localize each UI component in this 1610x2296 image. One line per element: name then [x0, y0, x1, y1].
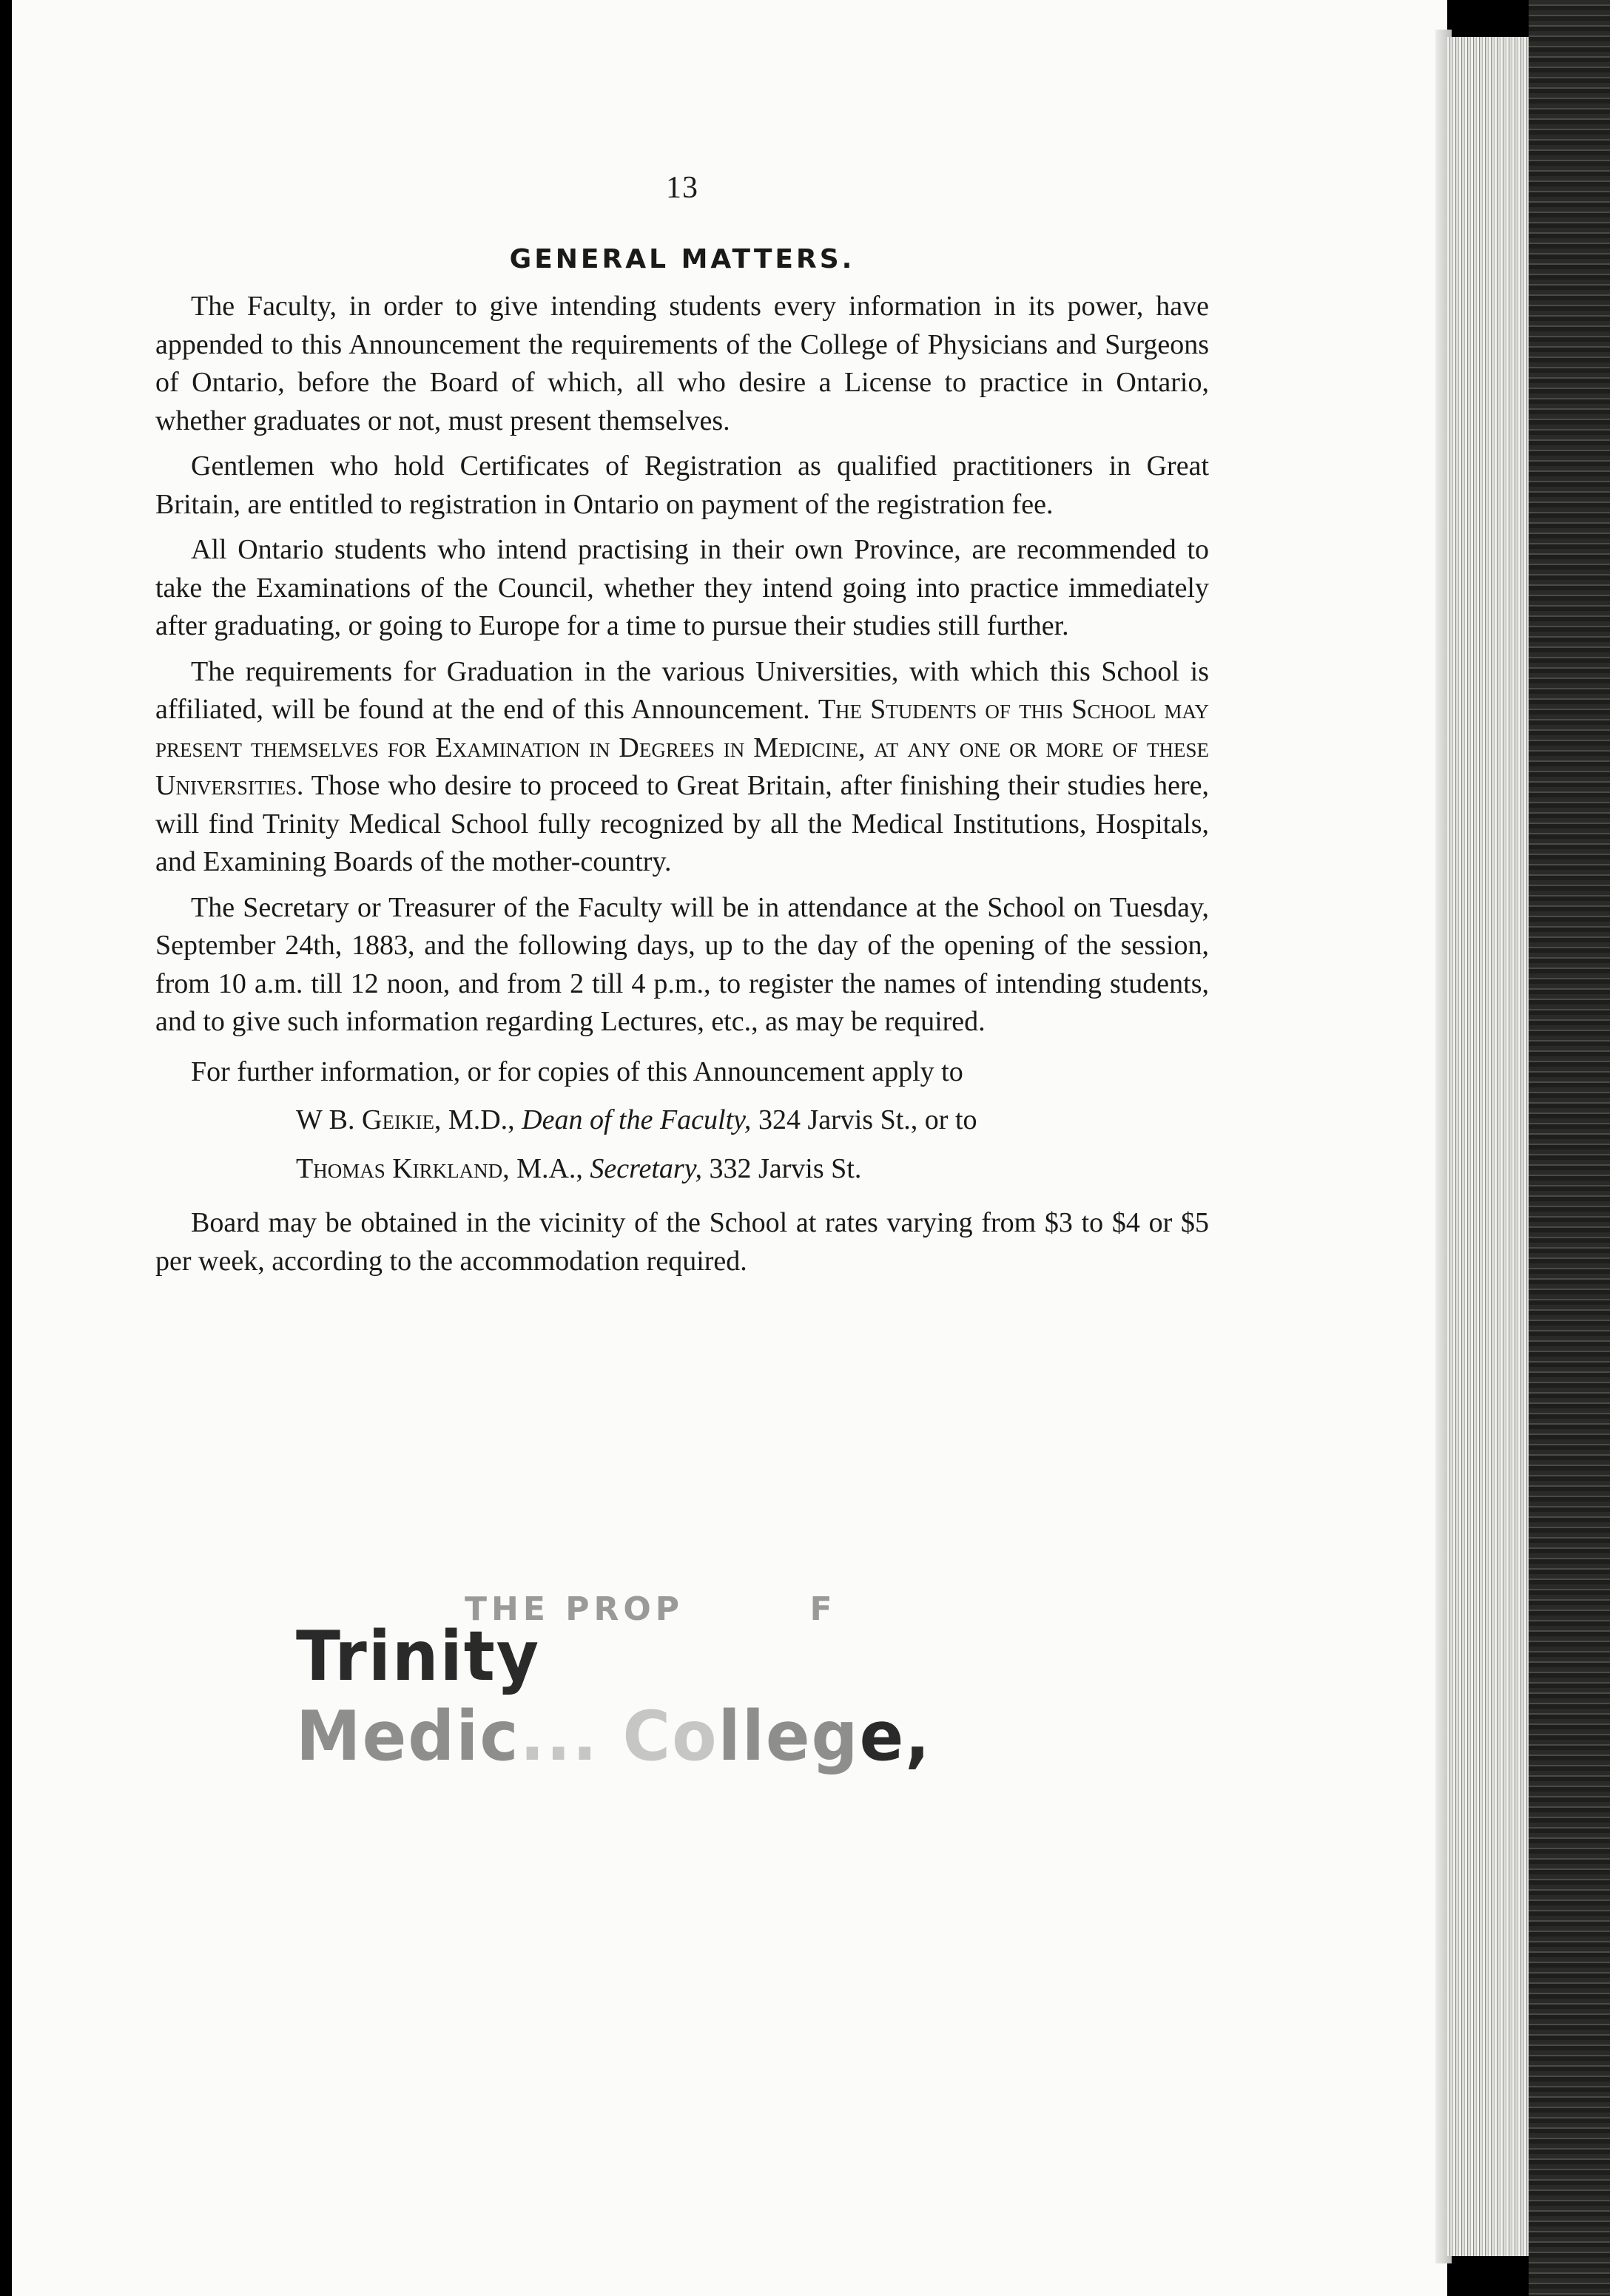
- paragraph-board: Board may be obtained in the vicinity of the School at rates varying from $3 to $4 or $5 per week, according to the accommodation required.: [155, 1207, 1209, 1277]
- paragraph-ontario-students: All Ontario students who intend practising in their own Province, are recommended to take the Examinations of the Council, whether they intend going into practice immediately after graduating, or going to Europe for a time to pursue their studies still further.: [155, 534, 1209, 641]
- contact-dean: [155, 1101, 1209, 1140]
- graduation-text-b: Those who desire to proceed to Great Britain, after finishing their studies here, will find Trinity Medical School fully recognized by all the Medical Institutions, Hospitals, and Examining Boards of the mother-country.: [155, 770, 1209, 877]
- section-heading: GENERAL MATTERS.: [509, 244, 855, 274]
- secretary-name: Thomas Kirkland, M.A.,: [296, 1152, 583, 1184]
- paragraph-faculty-info: The Faculty, in order to give intending students every information in its power, have appended to this Announcement the requirements of the College of Physicians and Surgeons of Ontario, before the Board of which, all who desire a License to practice in Ontario, whether graduates or not, must present themselves.: [155, 291, 1209, 436]
- paragraph-registration: Gentlemen who hold Certificates of Registration as qualified practitioners in Great Britain, are entitled to registration in Ontario on payment of the registration fee.: [155, 450, 1209, 520]
- graduation-text-a: The requirements for Graduation in the various Universities, with which this School is affiliated, will be found at the end of this Announcement.: [155, 655, 1209, 725]
- secretary-address: 332 Jarvis St.: [709, 1152, 862, 1184]
- page-number: 13: [666, 171, 698, 205]
- stamp-top-line: THE PROP F: [465, 1590, 837, 1628]
- paragraph-registration-dates: The Secretary or Treasurer of the Faculty will be in attendance at the School on Tuesday, September 24th, 1883, and the following days, up to the day of the opening of the session, from 10 a.m. till 12 noon, and from 2 till 4 p.m., to register the names of intending students, and to give such information regarding Lectures, etc., as may be required.: [155, 891, 1209, 1037]
- book-cover-edge: [1529, 0, 1610, 2296]
- dean-address: 324 Jarvis St., or to: [758, 1104, 977, 1135]
- secretary-title: Secretary,: [590, 1152, 702, 1184]
- contact-secretary: [155, 1150, 1209, 1189]
- dean-name: W B. Geikie, M.D.,: [296, 1104, 515, 1135]
- page-content: [155, 170, 1209, 1288]
- contact-block: [155, 1053, 1209, 1189]
- contact-intro: For further information, or for copies of this Announcement apply to: [191, 1056, 963, 1087]
- dean-title: Dean of the Faculty,: [522, 1104, 752, 1135]
- library-stamp: [296, 1590, 1036, 1777]
- graduation-small-caps: The Students of this School may present themselves for Examination in Degrees in Medicine, at any one or more of these Universities.: [155, 694, 1210, 801]
- paragraph-graduation: [155, 653, 1209, 882]
- scan-border-left: [0, 0, 12, 2296]
- stacked-page-edges: [1447, 37, 1529, 2256]
- stamp-main-line: Trinity Medic... College,: [296, 1615, 932, 1777]
